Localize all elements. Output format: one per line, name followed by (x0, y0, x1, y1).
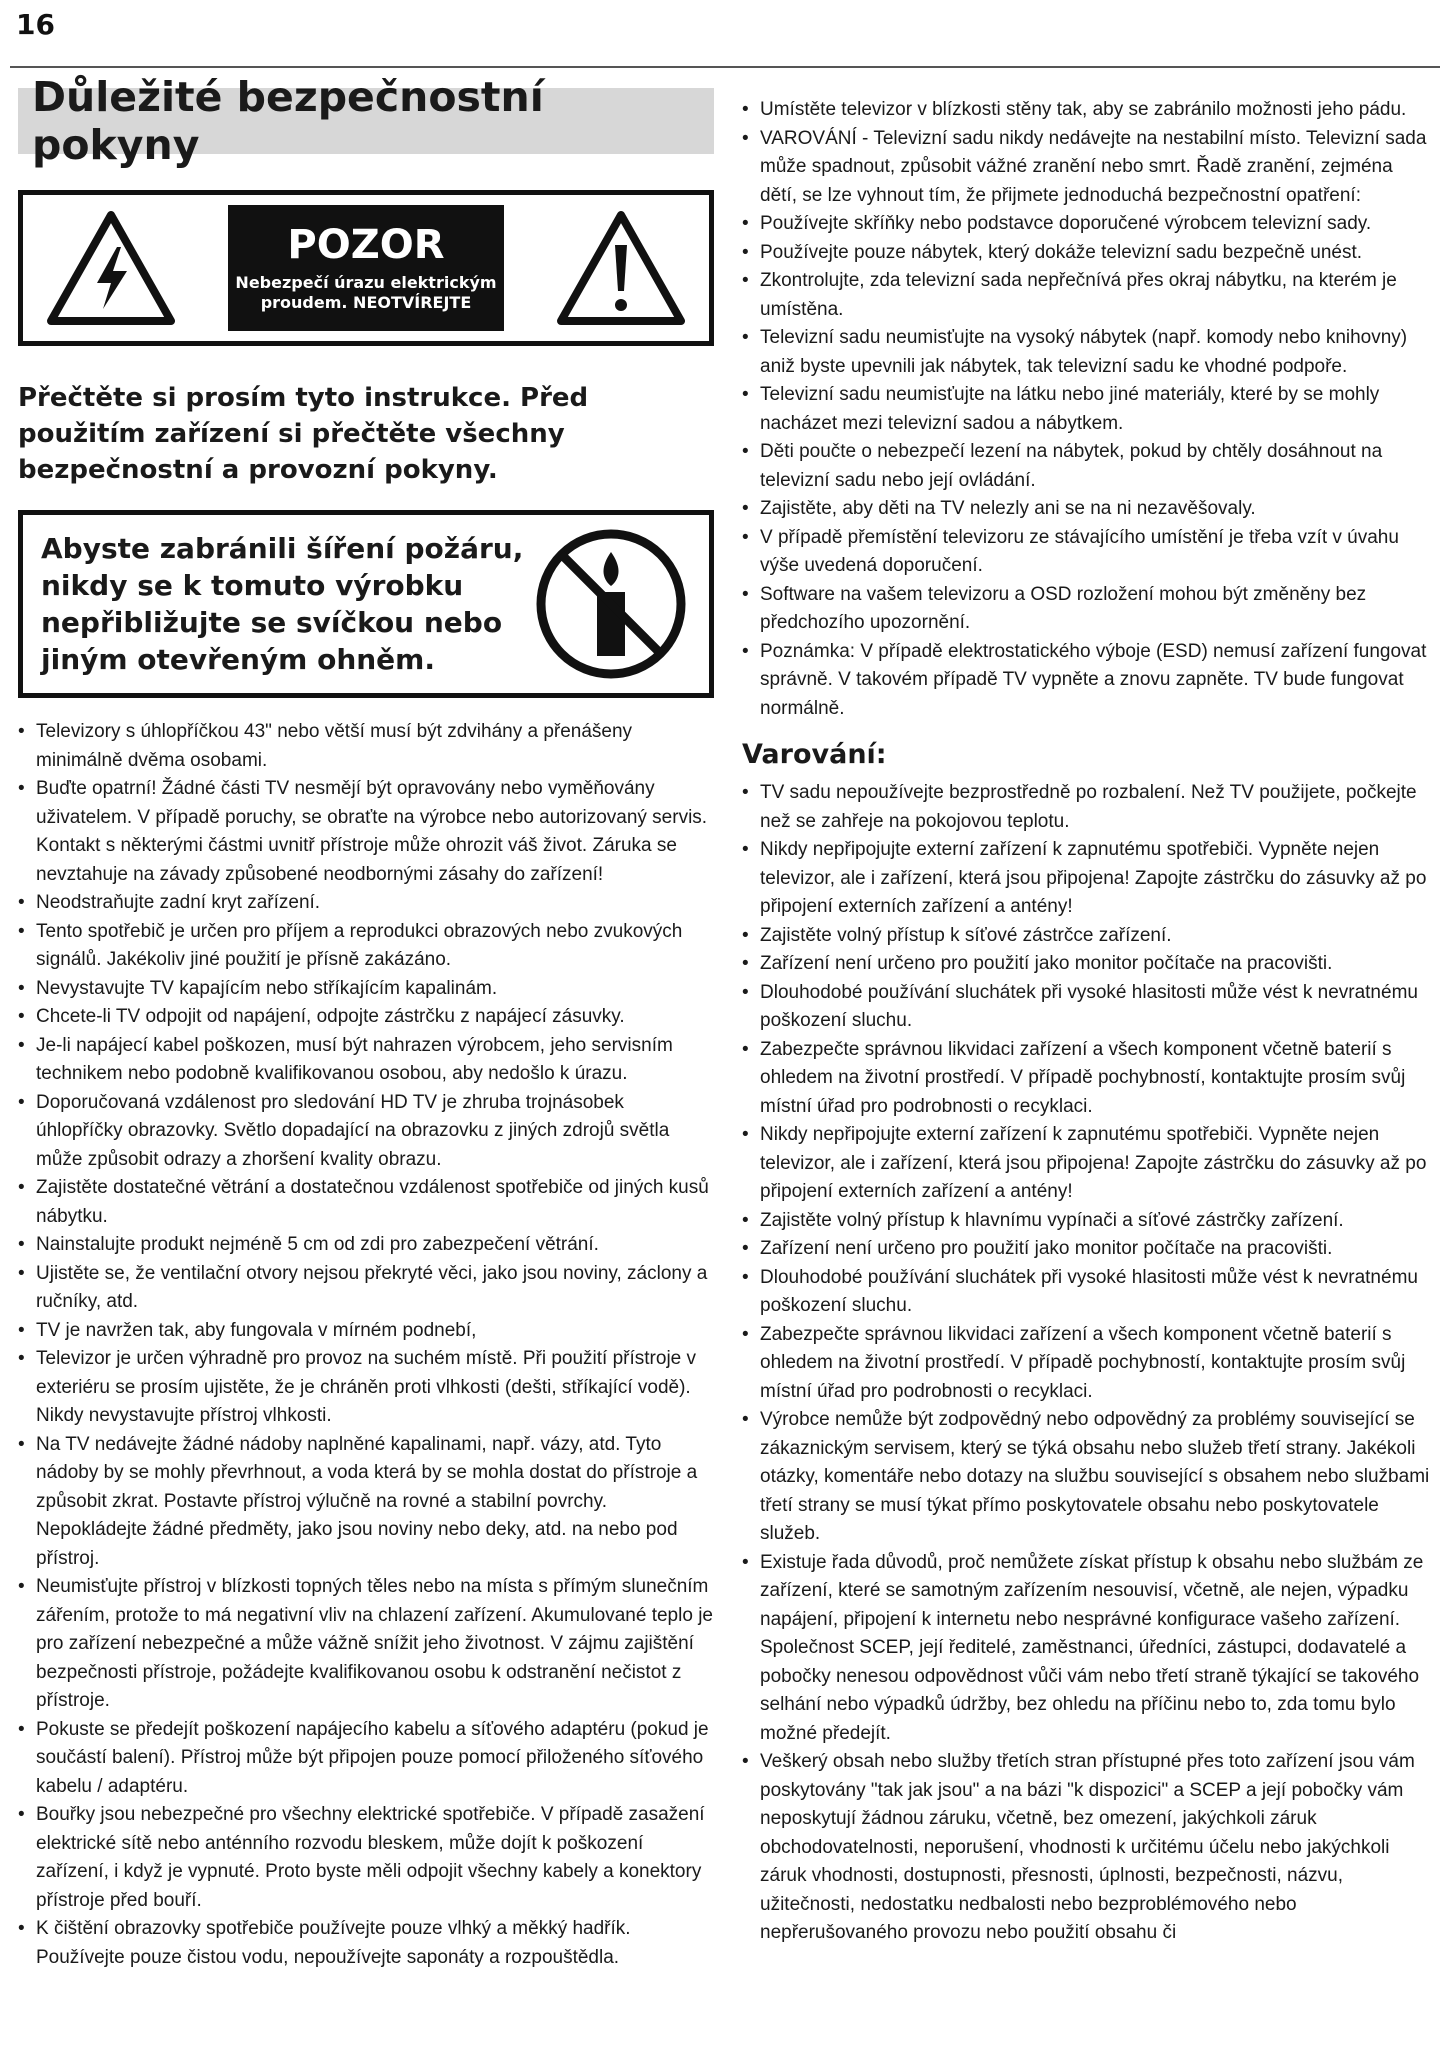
list-item: • Zabezpečte správnou likvidaci zařízení a všech komponent včetně baterií s ohledem na životní prostředí. V případě pochybností, kontaktujte prosím svůj místní úřad pro podrobnosti o recyklaci. (742, 1036, 1432, 1122)
list-item: • Nikdy nepřipojujte externí zařízení k zapnutému spotřebiči. Vypněte nejen televizor, ale i zařízení, která jsou připojena! Zapojte zástrčku do zásuvky až po připojení externích zařízení a antény! (742, 1121, 1432, 1207)
list-item: • Ujistěte se, že ventilační otvory nejsou překryté věci, jako jsou noviny, záclony a ručníky, atd. (18, 1260, 714, 1317)
warning-bullet-list (742, 779, 1432, 1948)
list-item: • Televizní sadu neumisťujte na látku nebo jiné materiály, které by se mohly nacházet mezi televizní sadou a nábytkem. (742, 381, 1432, 438)
caution-warning-box (18, 190, 714, 346)
page-number: 16 (16, 8, 55, 41)
list-item: • Neumisťujte přístroj v blízkosti topných těles nebo na místa s přímým slunečním zářením, protože to má negativní vliv na chlazení zařízení. Akumulované teplo je pro zařízení nebezpečné a může vážně snížit jeho životnost. V zájmu zajištění bezpečnosti přístroje, požádejte kvalifikovanou osobu k odstranění nečistot z přístroje. (18, 1573, 714, 1716)
list-item: • Zajistěte, aby děti na TV nelezly ani se na ni nezavěšovaly. (742, 495, 1432, 524)
list-item: • Tento spotřebič je určen pro příjem a reprodukci obrazových nebo zvukových signálů. Jakékoliv jiné použití je přísně zakázáno. (18, 918, 714, 975)
list-item: • Nevystavujte TV kapajícím nebo stříkajícím kapalinám. (18, 975, 714, 1004)
header-divider (10, 66, 1440, 68)
electric-shock-warning-icon (47, 209, 175, 327)
list-item: • Používejte skříňky nebo podstavce doporučené výrobcem televizní sady. (742, 210, 1432, 239)
intro-text: Přečtěte si prosím tyto instrukce. Před použitím zařízení si přečtěte všechny bezpečnostní a provozní pokyny. (18, 383, 589, 485)
list-item: • Zajistěte dostatečné větrání a dostatečnou vzdálenost spotřebiče od jiných kusů nábytku. (18, 1174, 714, 1231)
no-open-flame-icon (533, 526, 689, 682)
list-item: • Existuje řada důvodů, proč nemůžete získat přístup k obsahu nebo službám ze zařízení, které se samotným zařízením nesouvisí, včetně, ale nejen, výpadku napájení, připojení k internetu nebo nesprávné konfigurace vašeho zařízení. Společnost SCEP, její ředitelé, zaměstnanci, úředníci, zástupci, dodavatelé a pobočky nenesou odpovědnost vůči vám nebo třetí straně týkající se takového selhání nebo výpadků údržby, bez ohledu na příčinu nebo to, zda tomu bylo možné předejít. (742, 1549, 1432, 1749)
caution-text: Nebezpečí úrazu elektrickým proudem. NEOTVÍREJTE (235, 273, 497, 312)
list-item: • Televizor je určen výhradně pro provoz na suchém místě. Při použití přístroje v exteriéru se prosím ujistěte, že je chráněn proti vlhkosti (dešti, stříkající vodě). Nikdy nevystavujte přístroj vlhkosti. (18, 1345, 714, 1431)
list-item: • Veškerý obsah nebo služby třetích stran přístupné přes toto zařízení jsou vám poskytovány "tak jak jsou" a na bázi "k dispozici" a SCEP a její pobočky vám neposkytují žádnou záruku, včetně, bez omezení, jakýchkoli záruk obchodovatelnosti, neporušení, vhodnosti k určitému účelu nebo jakýchkoli záruk vhodnosti, dostupnosti, přesnosti, úplnosti, bezpečnosti, názvu, užitečnosti, nedostatku nedbalosti nebo bezproblémového nebo nepřerušovaného provozu nebo použití obsahu či (742, 1748, 1432, 1948)
list-item: • Používejte pouze nábytek, který dokáže televizní sadu bezpečně unést. (742, 239, 1432, 268)
list-item: • Doporučovaná vzdálenost pro sledování HD TV je zhruba trojnásobek úhlopříčky obrazovky. Světlo dopadající na obrazovku z jiných zdrojů světla může způsobit odrazy a zhoršení kvality obrazu. (18, 1089, 714, 1175)
list-item: • Umístěte televizor v blízkosti stěny tak, aby se zabránilo možnosti jeho pádu. (742, 96, 1432, 125)
list-item: • Zabezpečte správnou likvidaci zařízení a všech komponent včetně baterií s ohledem na životní prostředí. V případě pochybností, kontaktujte prosím svůj místní úřad pro podrobnosti o recyklaci. (742, 1321, 1432, 1407)
list-item: • TV sadu nepoužívejte bezprostředně po rozbalení. Než TV použijete, počkejte než se zahřeje na pokojovou teplotu. (742, 779, 1432, 836)
list-item: • Dlouhodobé používání sluchátek při vysoké hlasitosti může vést k nevratnému poškození sluchu. (742, 1264, 1432, 1321)
caution-title: POZOR (287, 222, 445, 268)
list-item: • Zařízení není určeno pro použití jako monitor počítače na pracovišti. (742, 950, 1432, 979)
list-item: • TV je navržen tak, aby fungovala v mírném podnebí, (18, 1317, 714, 1346)
exclamation-warning-icon (557, 209, 685, 327)
list-item: • Bouřky jsou nebezpečné pro všechny elektrické spotřebiče. V případě zasažení elektrické sítě nebo anténního rozvodu bleskem, může dojít k poškození zařízení, i když je vypnuté. Proto byste měli odpojit všechny kabely a konektory přístroje před bouří. (18, 1801, 714, 1915)
fire-warning-box (18, 510, 714, 698)
list-item: • Chcete-li TV odpojit od napájení, odpojte zástrčku z napájecí zásuvky. (18, 1003, 714, 1032)
list-item: • Nainstalujte produkt nejméně 5 cm od zdi pro zabezpečení větrání. (18, 1231, 714, 1260)
list-item: • Zajistěte volný přístup k hlavnímu vypínači a síťové zástrčky zařízení. (742, 1207, 1432, 1236)
list-item: • Software na vašem televizoru a OSD rozložení mohou být změněny bez předchozího upozornění. (742, 581, 1432, 638)
caution-panel (228, 205, 504, 331)
left-column (18, 73, 714, 1972)
list-item: • Dlouhodobé používání sluchátek při vysoké hlasitosti může vést k nevratnému poškození sluchu. (742, 979, 1432, 1036)
list-item: • Buďte opatrní! Žádné části TV nesmějí být opravovány nebo vyměňovány uživatelem. V případě poruchy, se obraťte na výrobce nebo autorizovaný servis. Kontakt s některými částmi uvnitř přístroje může ohrozit váš život. Záruka se nevztahuje na závady způsobené neodbornými zásahy do zařízení! (18, 775, 714, 889)
fire-warning-text: Abyste zabránili šíření požáru, nikdy se k tomuto výrobku nepřibližujte se svíčkou nebo jiným otevřeným ohněm. (41, 532, 524, 676)
right-column (742, 96, 1432, 1948)
warnings-heading: Varování: (742, 739, 887, 770)
list-item: • Nikdy nepřipojujte externí zařízení k zapnutému spotřebiči. Vypněte nejen televizor, ale i zařízení, která jsou připojena! Zapojte zástrčku do zásuvky až po připojení externích zařízení a antény! (742, 836, 1432, 922)
list-item: • Neodstraňujte zadní kryt zařízení. (18, 889, 714, 918)
list-item: • VAROVÁNÍ - Televizní sadu nikdy nedávejte na nestabilní místo. Televizní sada může spadnout, způsobit vážné zranění nebo smrt. Řadě zranění, zejména dětí, se lze vyhnout tím, že přijmete jednoduchá bezpečnostní opatření: (742, 125, 1432, 211)
left-bullet-list (18, 718, 714, 1972)
list-item: • Výrobce nemůže být zodpovědný nebo odpovědný za problémy související se zákaznickým servisem, který se týká obsahu nebo služeb třetí strany. Jakékoli otázky, komentáře nebo dotazy na službu související s obsahem nebo službami třetí strany se musí týkat přímo poskytovatele obsahu nebo poskytovatele služeb. (742, 1406, 1432, 1549)
list-item: • Na TV nedávejte žádné nádoby naplněné kapalinami, např. vázy, atd. Tyto nádoby by se mohly převrhnout, a voda která by se mohla dostat do přístroje a způsobit zkrat. Postavte přístroj výlučně na rovné a stabilní povrchy. Nepokládejte žádné předměty, jako jsou noviny nebo deky, atd. na nebo pod přístroj. (18, 1431, 714, 1574)
list-item: • Je-li napájecí kabel poškozen, musí být nahrazen výrobcem, jeho servisním technikem nebo podobně kvalifikovanou osobou, aby nedošlo k úrazu. (18, 1032, 714, 1089)
right-bullet-list (742, 96, 1432, 723)
list-item: • Pokuste se předejít poškození napájecího kabelu a síťového adaptéru (pokud je součástí balení). Přístroj může být připojen pouze pomocí přiloženého síťového kabelu / adaptéru. (18, 1716, 714, 1802)
list-item: • Zařízení není určeno pro použití jako monitor počítače na pracovišti. (742, 1235, 1432, 1264)
list-item: • Zajistěte volný přístup k síťové zástrčce zařízení. (742, 922, 1432, 951)
list-item: • Děti poučte o nebezpečí lezení na nábytek, pokud by chtěly dosáhnout na televizní sadu nebo její ovládání. (742, 438, 1432, 495)
list-item: • Televizní sadu neumisťujte na vysoký nábytek (např. komody nebo knihovny) aniž byste upevnili jak nábytek, tak televizní sadu ke vhodné podpoře. (742, 324, 1432, 381)
list-item: • Poznámka: V případě elektrostatického výboje (ESD) nemusí zařízení fungovat správně. V takovém případě TV vypněte a znovu zapněte. TV bude fungovat normálně. (742, 638, 1432, 724)
list-item: • V případě přemístění televizoru ze stávajícího umístění je třeba vzít v úvahu výše uvedená doporučení. (742, 524, 1432, 581)
list-item: • K čištění obrazovky spotřebiče používejte pouze vlhký a měkký hadřík. Používejte pouze čistou vodu, nepoužívejte saponáty a rozpouštědla. (18, 1915, 714, 1972)
section-heading: Důležité bezpečnostní pokyny (18, 88, 714, 154)
list-item: • Televizory s úhlopříčkou 43" nebo větší musí být zdvihány a přenášeny minimálně dvěma osobami. (18, 718, 714, 775)
list-item: • Zkontrolujte, zda televizní sada nepřečnívá přes okraj nábytku, na kterém je umístěna. (742, 267, 1432, 324)
